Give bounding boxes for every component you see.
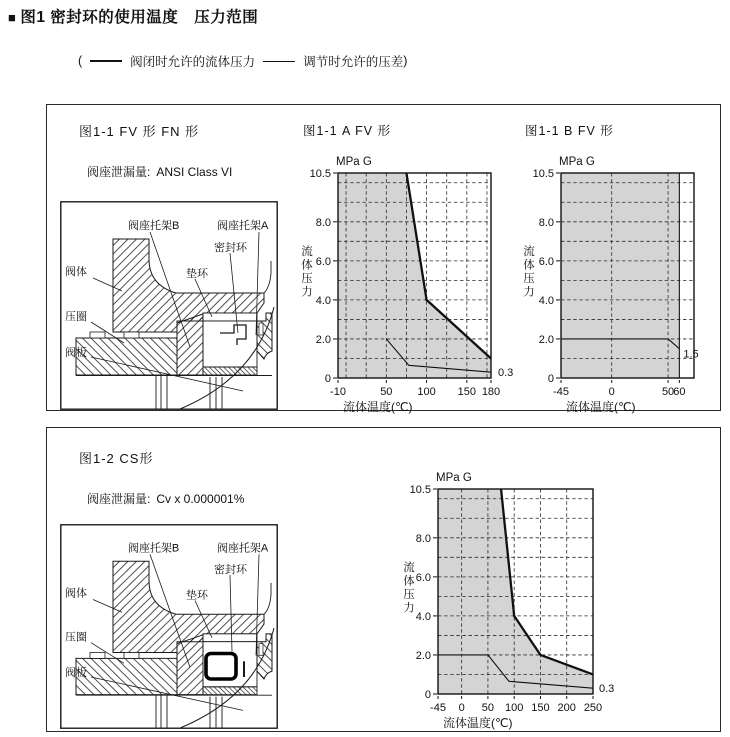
label-clamp-ring: 压圈 bbox=[65, 311, 87, 323]
x-tick-label: 100 bbox=[505, 702, 524, 714]
panel2-heading: 图1-2 CS形 bbox=[79, 451, 154, 466]
label-seat-bracket-b: 阀座托架B bbox=[128, 220, 180, 232]
bracket-slot bbox=[259, 644, 263, 656]
clamp-notch bbox=[124, 652, 139, 658]
y-tick-label: 8.0 bbox=[315, 216, 331, 229]
x-axis-label: 流体温度(℃) bbox=[566, 400, 636, 414]
label-valve-plate: 阀板 bbox=[65, 667, 87, 680]
y-tick-label: 10.5 bbox=[532, 168, 554, 180]
clamp-notch bbox=[90, 652, 105, 658]
seat-bracket-b-section bbox=[177, 314, 203, 375]
y-tick-label: 10.5 bbox=[409, 484, 431, 496]
valve-section-drawing-fv bbox=[60, 201, 278, 410]
x-tick-label: 0 bbox=[458, 702, 465, 714]
y-tick-label: 8.0 bbox=[538, 216, 554, 229]
x-axis-label: 流体温度(℃) bbox=[343, 400, 413, 414]
seal-pocket bbox=[203, 321, 257, 367]
clamp-notch bbox=[124, 332, 139, 338]
chart-legend bbox=[78, 52, 407, 70]
unit-label: MPa G bbox=[336, 156, 372, 168]
x-axis-label: 流体温度(℃) bbox=[443, 716, 513, 730]
leakage-label: 阀座泄漏量: bbox=[87, 492, 151, 506]
x-tick-label: 60 bbox=[673, 386, 686, 398]
label-valve-plate: 阀板 bbox=[65, 347, 87, 359]
page-title bbox=[8, 5, 258, 27]
label-clamp-ring: 压圈 bbox=[65, 631, 87, 644]
annotation-value: 0.3 bbox=[498, 367, 514, 380]
x-tick-label: 50 bbox=[380, 386, 393, 398]
label-gasket-ring: 垫环 bbox=[186, 268, 208, 280]
x-tick-label: -45 bbox=[430, 702, 446, 714]
label-valve-body: 阀体 bbox=[65, 266, 87, 278]
y-tick-label: 6.0 bbox=[538, 255, 554, 268]
y-tick-label: 2.0 bbox=[315, 333, 331, 346]
label-seal-ring: 密封环 bbox=[214, 564, 247, 577]
legend-label-closed: 阀闭时允许的流体压力 bbox=[130, 55, 256, 69]
annotation-value: 0.3 bbox=[599, 683, 615, 696]
label-seat-bracket-a: 阀座托架A bbox=[217, 542, 269, 555]
allowed-region bbox=[561, 173, 679, 378]
x-tick-label: 150 bbox=[531, 702, 550, 714]
x-tick-label: 180 bbox=[481, 386, 501, 398]
chart-b-ylabel: 流体压力 bbox=[522, 245, 534, 299]
valve-section-drawing-cs bbox=[60, 524, 278, 729]
y-tick-label: 2.0 bbox=[415, 649, 431, 662]
x-tick-label: 250 bbox=[583, 702, 603, 714]
panel-fig1-1 bbox=[46, 104, 721, 414]
legend-label-regulating: 调节时允许的压差 bbox=[303, 55, 404, 69]
panel1-heading: 图1-1 FV 形 FN 形 bbox=[79, 124, 200, 139]
y-tick-label: 10.5 bbox=[309, 168, 331, 180]
unit-label: MPa G bbox=[436, 472, 472, 484]
label-seat-bracket-b: 阀座托架B bbox=[128, 542, 180, 555]
x-tick-label: -10 bbox=[330, 386, 346, 398]
y-tick-label: 8.0 bbox=[415, 532, 431, 545]
label-seal-ring: 密封环 bbox=[214, 242, 247, 254]
x-tick-label: 200 bbox=[557, 702, 576, 714]
label-seat-bracket-a: 阀座托架A bbox=[217, 220, 269, 232]
page-title-text: 图1 密封环的使用温度 压力范围 bbox=[20, 9, 259, 26]
y-tick-label: 0 bbox=[547, 373, 554, 385]
seat-gasket-strip bbox=[203, 367, 257, 375]
leakage-value: ANSI Class VI bbox=[156, 165, 233, 179]
x-tick-label: 50 bbox=[481, 702, 495, 714]
label-gasket-ring: 垫环 bbox=[186, 589, 208, 602]
label-valve-body: 阀体 bbox=[65, 587, 87, 600]
panel-fig1-2 bbox=[46, 427, 721, 732]
chart-fig1-1-a bbox=[296, 139, 524, 415]
annotation-value: 1.5 bbox=[683, 348, 699, 361]
chart-a-title: 图1-1 A FV 形 bbox=[303, 124, 392, 138]
y-tick-label: 2.0 bbox=[538, 333, 554, 346]
regulating-line-sample bbox=[263, 61, 295, 62]
y-tick-label: 4.0 bbox=[315, 294, 331, 307]
chart-b-title: 图1-1 B FV 形 bbox=[525, 124, 614, 138]
x-tick-label: 150 bbox=[457, 386, 477, 398]
seat-bracket-b-section bbox=[177, 635, 203, 695]
leakage-label: 阀座泄漏量: bbox=[87, 165, 151, 179]
bracket-slot bbox=[259, 323, 263, 335]
title-bullet: ■ bbox=[8, 10, 17, 25]
x-tick-label: 100 bbox=[417, 386, 436, 398]
legend-open-paren: ( bbox=[78, 54, 83, 68]
y-tick-label: 6.0 bbox=[415, 571, 431, 584]
leakage-value: Cv x 0.000001% bbox=[156, 492, 245, 506]
chart-c-ylabel: 流体压力 bbox=[402, 561, 414, 615]
y-tick-label: 0 bbox=[424, 689, 431, 701]
chart-a-ylabel: 流体压力 bbox=[300, 245, 312, 299]
allowed-region bbox=[338, 173, 491, 378]
y-tick-label: 6.0 bbox=[315, 255, 331, 268]
unit-label: MPa G bbox=[559, 156, 595, 168]
chart-fig1-1-b bbox=[516, 139, 722, 415]
y-tick-label: 4.0 bbox=[538, 294, 554, 307]
clamp-notch bbox=[90, 332, 105, 338]
chart-fig1-2 bbox=[396, 454, 626, 732]
y-tick-label: 4.0 bbox=[415, 610, 431, 623]
x-tick-label: 0 bbox=[608, 386, 615, 398]
x-tick-label: -45 bbox=[553, 386, 569, 398]
panel1-leakage bbox=[87, 163, 232, 180]
closed-valve-line-sample bbox=[90, 60, 122, 62]
clamp-ring-section bbox=[76, 338, 177, 375]
x-tick-label: 50 bbox=[661, 386, 675, 398]
legend-close-paren: ) bbox=[403, 54, 408, 68]
clamp-ring-section bbox=[76, 658, 177, 694]
y-tick-label: 0 bbox=[324, 373, 331, 385]
panel2-leakage bbox=[87, 490, 244, 507]
seat-gasket-strip bbox=[203, 687, 257, 695]
